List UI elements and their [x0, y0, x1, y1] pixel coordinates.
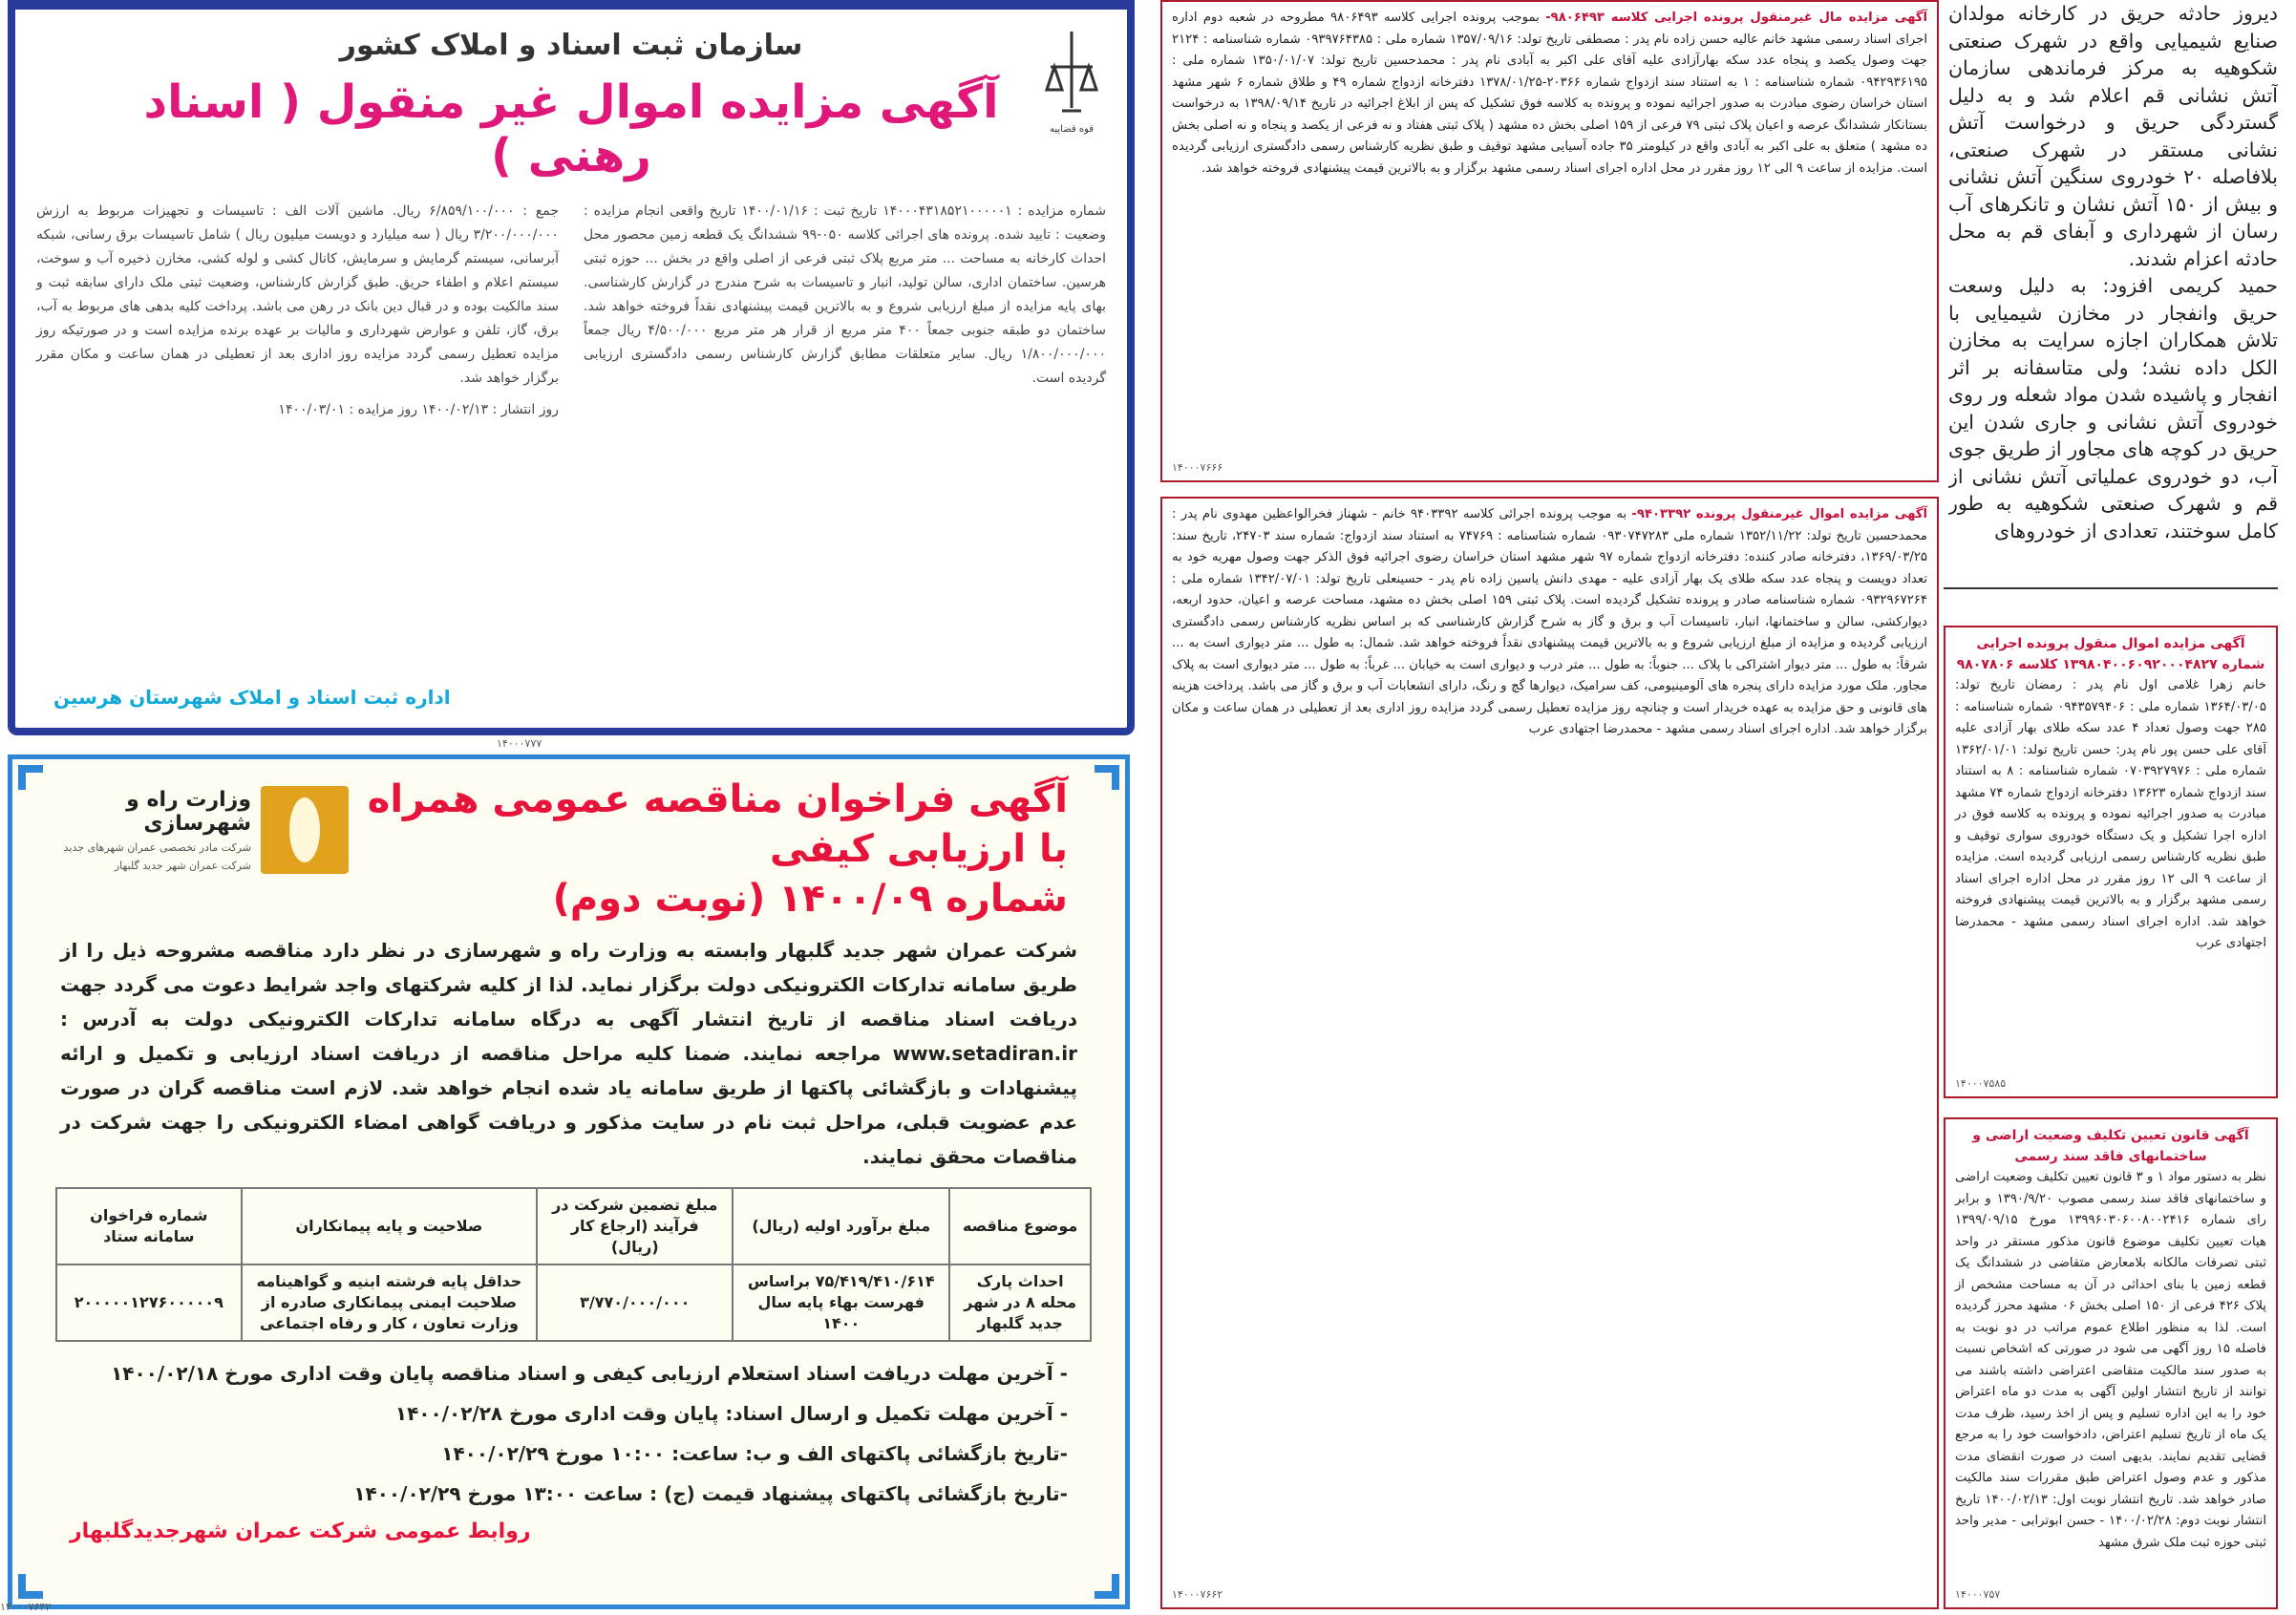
- deadline-list: [70, 1353, 1068, 1514]
- deadline-item: - آخرین مهلت تکمیل و ارسال اسناد: پایان وقت اداری مورخ ۱۴۰۰/۰۲/۲۸: [394, 1402, 1068, 1425]
- table-cell: ۲۰۰۰۰۰۱۲۷۶۰۰۰۰۰۹: [56, 1264, 242, 1341]
- ad-body: به موجب پرونده اجرائی کلاسه ۹۴۰۳۳۹۲ خانم - شهناز فخرالواعظین مهدوی نام پدر : محمدحسین تاریخ تولد: ۱۳۵۲/۱۱/۲۲ شماره ملی ۰۹۳۰۷۴۷۲۸۳ شماره شناسنامه : ۷۴۷۶۹ به استناد سند ازدواج: شماره سند ۲۴۷۰۳، تاریخ سند: ۱۳۶۹/۰۳/۲۵، دفترخانه صادر کننده: دفترخانه ازدواج شماره ۹۷ شهر مشهد استان خراسان رضوی اجرائیه فوق الذکر جهت وصول مهریه خود به تعداد دویست و پنجاه عدد سکه طلای یک بهار آزادی علیه - مهدی دانش یاسین زاده نام پدر - حسینعلی تاریخ تولد: ۱۳۴۲/۰۷/۰۱ شماره ملی : ۰۹۳۲۹۶۷۲۶۴ شماره شناسنامه صادر و پرونده تشکیل گردیده است. پلاک ثبتی ۱۵۹ اصلی بخش ده مشهد، مساحت عرصه و اعیان، حدود اربعه، دیوارکشی، سالن و ساختمانها، انبار، تاسیسات آب و برق و گاز به شرح گزارش کارشناسی که بر اساس نظریه کارشناس رسمی دادگستری ارزیابی گردیده و مزایده از مبلغ ارزیابی شروع و به بالاترین قیمت پیشنهادی نقداً فروخته خواهد شد. شمال: به طول ... متر دیواری است به ... شرقاً: به طول ... متر دیوار اشتراکی با پلاک ... جنوباً: به طول ... متر درب و دیواری است به خیابان ... غرباً: به طول ... متر دیواری است به پلاک مجاور. ملک مورد مزایده دارای پنجره های آلومینیومی، کف سرامیک، دیوارها گچ و رنگ، دارای انشعابات آب و برق و گاز می باشد. پرداخت هزینه های قانونی و حق مزایده به عهده خریدار است و چنانچه روز مزایده تعطیل رسمی گردد مزایده روز اداری بعد از تعطیلی در همان ساعت و مکان برگزار خواهد شد. اداره اجرای اسناد رسمی مشهد - محمدرضا اجتهادی عرب: [1172, 507, 1927, 736]
- table-header: موضوع مناقصه: [949, 1188, 1091, 1264]
- ad-heading: آگهی مزایده اموال منقول پرونده اجرایی: [1976, 636, 2245, 651]
- svg-text:قوه قضاییه: قوه قضاییه: [1049, 124, 1095, 135]
- tender-table: [55, 1187, 1092, 1342]
- land-status-ad: [1944, 1117, 2278, 1609]
- corner-ornament: [1095, 1574, 1119, 1599]
- news-paragraph: حمید کریمی افزود: به دلیل وسعت حریق وانفجار در مخازن شیمیایی با تلاش همکاران اجازه سرایت به مخازن الکل داده نشد؛ ولی متاسفانه بر اثر انفجار و پاشیده شدن مواد شعله ور روی خودروی آتش نشانی و جاری شدن این حریق در کوچه های مجاور از طریق جوی آب، دو خودروی عملیاتی آتش نشانی از قم و شهرک صنعتی شکوهیه به طور کامل سوختند، تعدادی از خودروهای: [1948, 274, 2278, 542]
- judiciary-emblem-icon: [1043, 27, 1100, 141]
- ad-body: خانم زهرا غلامی اول نام پدر : رمضان تاریخ تولد: ۱۳۶۴/۰۳/۰۵ شماره ملی : ۰۹۴۳۵۷۹۴۰۶ شماره شناسنامه : ۲۸۵ جهت وصول تعداد ۴ عدد سکه طلای بهار آزادی علیه آقای علی حسن پور نام پدر: حسن تاریخ تولد: ۱۳۶۲/۰۱/۰۱ شماره ملی : ۰۷۰۳۹۲۷۹۷۶ شماره شناسنامه : ۸ به استناد سند ازدواج شماره ۱۳۶۲۳ دفترخانه ازدواج شماره ۷۴ مشهد مبادرت به صدور اجرائیه نموده و پرونده به کلاسه فوق در اداره اجرا تشکیل و یک دستگاه خودروی سواری توقیف و طبق نظریه کارشناس رسمی ارزیابی گردیده است. مزایده از ساعت ۹ الی ۱۲ روز مقرر در محل اداره اجرای اسناد رسمی مشهد برگزار و به بالاترین قیمت پیشنهادی فروخته خواهد شد. اداره اجرای اسناد رسمی مشهد - محمدرضا اجتهادی عرب: [1955, 678, 2266, 950]
- ad-column-left: جمع : ۶/۸۵۹/۱۰۰/۰۰۰ ریال. ماشین آلات الف : تاسیسات و تجهیزات مربوط به ارزش ۳/۲۰۰/۰۰۰/۰۰۰ ریال ( سه میلیارد و دویست میلیون ریال ) شامل تاسیسات برق رسانی، شبکه آبرسانی، سیستم گرمایش و سرمایش، کانال کشی و لوله کشی، مخازن ذخیره آب و سوخت، سیستم اعلام و اطفاء حریق. طبق گزارش کارشناس، وضعیت ثبتی ملک دارای سابقه ثبت و سند مالکیت بوده و در قبال دین بانک در رهن می باشد. پرداخت کلیه بدهی های مربوط به آب، برق، گاز، تلفن و عوارض شهرداری و مالیات بر عهده برنده مزایده است و در صورتیکه روز مزایده تعطیل رسمی گردد مزایده روز اداری بعد از تعطیلی در همان ساعت و مکان مقرر برگزار خواهد شد.: [36, 203, 559, 386]
- divider: [1944, 587, 2278, 589]
- ad-code: ۱۴۰۰۰۷۶۶۲: [1172, 1588, 1223, 1601]
- tender-title: [356, 775, 1068, 924]
- ad-code: ۱۴۰۰۰۷۷۷: [497, 737, 542, 750]
- tender-title-line1: آگهی فراخوان مناقصه عمومی همراه با ارزیابی کیفی: [367, 777, 1068, 871]
- corner-ornament: [18, 765, 43, 790]
- table-header: مبلغ برآورد اولیه (ریال): [733, 1188, 949, 1264]
- ad-heading: آگهی مزایده مال غیرمنقول پرونده اجرایی کلاسه ۹۸۰۶۴۹۳-: [1545, 11, 1928, 25]
- table-row: [56, 1264, 1091, 1341]
- table-header: مبلغ تضمین شرکت در فرآیند (ارجاع کار (ریال): [537, 1188, 733, 1264]
- tender-signature: روابط عمومی شرکت عمران شهرجدیدگلبهار: [70, 1519, 531, 1543]
- company-name: شرکت عمران شهر جدید گلبهار: [114, 860, 251, 872]
- tender-body: شرکت عمران شهر جدید گلبهار وابسته به وزارت راه و شهرسازی در نظر دارد مناقصه مشروحه ذیل را از طریق سامانه تدارکات الکترونیکی دولت برگزار نماید. لذا از کلیه شرکتهای واجد شرایط دعوت می گردد جهت دریافت اسناد مناقصه از تاریخ انتشار آگهی به درگاه سامانه تدارکات الکترونیکی دولت به آدرس : www.setadiran.ir مراجعه نمایند. ضمنا کلیه مراحل مناقصه از دریافت اسناد ارزیابی و تکمیل و ارائه پیشنهادات و بازگشائی پاکتها از طریق سامانه یاد شده انجام خواهد شد. لازم است مناقصه گران در صورت عدم عضویت قبلی، مراحل ثبت نام در سایت مذکور و دریافت گواهی امضاء الکترونیکی را جهت شرکت در مناقصات محقق نمایند.: [60, 939, 1077, 1168]
- ad-code: ۱۴۰۰۰۷۶۴۲: [0, 1601, 52, 1613]
- auction-ad-right-1: [1944, 626, 2278, 1098]
- ad-heading: آگهی مزایده اموال غیرمنقول پرونده ۹۴۰۳۳۹۲-: [1631, 507, 1928, 521]
- table-header: صلاحیت و پایه پیمانکاران: [242, 1188, 538, 1264]
- mortgage-auction-ad: [8, 0, 1135, 735]
- deadline-item: -تاریخ بازگشائی پاکتهای پیشنهاد قیمت (ج) : ساعت ۱۳:۰۰ مورخ ۱۴۰۰/۰۲/۲۹: [353, 1482, 1068, 1505]
- table-cell: ۷۵/۴۱۹/۴۱۰/۶۱۴ براساس فهرست بهاء پایه سال ۱۴۰۰: [733, 1264, 949, 1341]
- ad-title: آگهی مزایده اموال غیر منقول ( اسناد رهنی ): [143, 75, 999, 182]
- tender-ad: [8, 754, 1130, 1609]
- table-cell: ۳/۷۷۰/۰۰۰/۰۰۰: [537, 1264, 733, 1341]
- tender-header: [51, 775, 1087, 924]
- ad-heading: آگهی قانون تعیین تکلیف وضعیت اراضی و ساختمانهای فاقد سند رسمی: [1972, 1128, 2249, 1164]
- tender-title-line2: شماره ۱۴۰۰/۰۹ (نوبت دوم): [552, 877, 1068, 921]
- news-paragraph: دیروز حادثه حریق در کارخانه مولدان صنایع شیمیایی واقع در شهرک صنعتی شکوهیه به مرکز فرماندهی سازمان آتش نشانی قم اعلام شد و به دلیل گستردگی حریق و درخواست آتش نشانی مستقر در شهرک صنعتی، بلافاصله ۲۰ خودروی سنگین آتش نشانی و بیش از ۱۵۰ آتش نشان و تانکرهای آب رسان از شهرداری و آبفای قم به محل حادثه اعزام شدند.: [1948, 2, 2278, 270]
- ad-column-right: شماره مزایده : ۱۴۰۰۰۴۳۱۸۵۲۱۰۰۰۰۰۱ تاریخ ثبت : ۱۴۰۰/۰۱/۱۶ تاریخ واقعی انجام مزایده : وضعیت : تایید شده. پرونده های اجرائی کلاسه ۰۵۰-۹۹ ششدانگ یک قطعه زمین محصور محل احداث کارخانه به مساحت ... متر مربع پلاک ثبتی فرعی از اصلی واقع در بخش ... حوزه ثبتی هرسین. ساختمان اداری، سالن تولید، انبار و تاسیسات به شرح مندرج در گزارش کارشناسی. بهای پایه مزایده از مبلغ ارزیابی شروع و به بالاترین قیمت پیشنهادی نقداً فروخته خواهد شد. ساختمان دو طبقه جنوبی جمعاً ۴۰۰ متر مربع از قرار هر متر مربع ۴/۵۰۰/۰۰۰ ریال جمعاً ۱/۸۰۰/۰۰۰/۰۰۰ ریال. سایر متعلقات مطابق گزارش کارشناس رسمی دادگستری ارزیابی گردیده است.: [584, 203, 1107, 386]
- ad-body: بموجب پرونده اجرایی کلاسه ۹۸۰۶۴۹۳ مطروحه در شعبه دوم اداره اجرای اسناد رسمی مشهد خانم عالیه حسن زاده نام پدر : مصطفی تاریخ تولد: ۱۳۵۷/۰۹/۱۶ شماره ملی : ۰۹۳۹۷۶۴۳۸۵ شماره شناسنامه : ۲۱۲۴ جهت وصول یکصد و پنجاه عدد سکه بهارآزادی علیه آقای علی اکبر به آبادی نام پدر : محمدحسین تاریخ تولد: ۱۳۵۰/۰۱/۰۷ شماره ملی : ۰۹۴۲۹۳۶۱۹۵ شماره شناسنامه : ۱ به استناد سند ازدواج شماره ۲۰۳۶۶-۱۳۷۸/۰۱/۲۵ دفترخانه ازدواج شماره ۴۹ و طلاق شماره ۶ شهر مشهد استان خراسان رضوی مبادرت به صدور اجرائیه نموده و پرونده به کلاسه فوق تشکیل که پس از ابلاغ اجرائیه در تاریخ ۱۳۹۸/۰۹/۱۴ به درخواست بستانکار ششدانگ عرصه و اعیان پلاک ثبتی ۷۹ فرعی از ۱۵۹ اصلی بخش ده مشهد ( پلاک ثبتی هفتاد و نه فرعی از یکصد و پنجاه و نه اصلی بخش ده مشهد ) متعلق به علی اکبر به آبادی واقع در کیلومتر ۳۵ جاده آسیایی مشهد توقیف و طبق نظریه کارشناس رسمی دادگستری ارزیابی گردیده است. مزایده از ساعت ۹ الی ۱۲ روز مقرر در محل اداره اجرای اسناد رسمی مشهد برگزار و به بالاترین قیمت پیشنهادی فروخته خواهد شد.: [1172, 11, 1928, 176]
- deadline-item: -تاریخ بازگشائی پاکتهای الف و ب: ساعت: ۱۰:۰۰ مورخ ۱۴۰۰/۰۲/۲۹: [441, 1442, 1068, 1465]
- ad-heading: شماره ۱۳۹۸۰۴۰۰۶۰۹۲۰۰۰۴۸۲۷ کلاسه ۹۸۰۷۸۰۶: [1956, 657, 2265, 672]
- publish-date: روز انتشار : ۱۴۰۰/۰۲/۱۳ روز مزایده : ۱۴۰۰/۰۳/۰۱: [278, 402, 559, 417]
- deadline-item: - آخرین مهلت دریافت اسناد استعلام ارزیابی کیفی و اسناد مناقصه پایان وقت اداری مورخ ۱۴۰۰/۰۲/۱۸: [111, 1362, 1068, 1385]
- ministry-block: [60, 788, 251, 872]
- auction-ad-middle-2: [1160, 497, 1939, 1609]
- table-cell: حداقل پایه فرشته ابنیه و گواهینامه صلاحیت ایمنی پیمانکاری صادره از وزارت تعاون ، کار و رفاه اجتماعی: [242, 1264, 538, 1341]
- corner-ornament: [18, 1574, 43, 1599]
- ad-code: ۱۴۰۰۰۷۵۷: [1955, 1588, 2001, 1601]
- organization-name: سازمان ثبت اسناد و املاک کشور: [339, 29, 803, 62]
- ministry-subtitle: شرکت مادر تخصصی عمران شهرهای جدید: [63, 841, 251, 854]
- table-cell: احداث پارک محله ۸ در شهر جدید گلبهار: [949, 1264, 1091, 1341]
- ad-body: نظر به دستور مواد ۱ و ۳ قانون تعیین تکلیف وضعیت اراضی و ساختمانهای فاقد سند رسمی مصوب ۱۳۹۰/۹/۲۰ و برابر رای شماره ۱۳۹۹۶۰۳۰۶۰۰۸۰۰۲۴۱۶ مورخ ۱۳۹۹/۰۹/۱۵ هیات تعیین تکلیف موضوع قانون مذکور مستقر در واحد ثبتی تصرفات مالکانه بلامعارض متقاضی در ششدانگ یک قطعه زمین با بنای احداثی در آن به مساحت مشخص از پلاک ۴۲۶ فرعی از ۱۵۰ اصلی بخش ۰۶ مشهد محرز گردیده است. لذا به منظور اطلاع عموم مراتب در دو نوبت به فاصله ۱۵ روز آگهی می شود در صورتی که اشخاص نسبت به صدور سند مالکیت متقاضی اعتراضی داشته باشند می توانند از تاریخ انتشار اولین آگهی به مدت دو ماه اعتراض خود را به این اداره تسلیم و پس از اخذ رسید، ظرف مدت یک ماه از تاریخ تسلیم اعتراض، دادخواست خود را به مرجع قضایی تقدیم نمایند. بدیهی است در صورت انقضای مدت مذکور و عدم وصول اعتراض طبق مقررات سند مالکیت صادر خواهد شد. تاریخ انتشار نوبت اول: ۱۴۰۰/۰۲/۱۳ تاریخ انتشار نوبت دوم: ۱۴۰۰/۰۲/۲۸ - حسن ابوترابی - مدیر واحد ثبتی حوزه ثبت ملک شرق مشهد: [1955, 1170, 2266, 1550]
- auction-ad-middle-1: [1160, 0, 1939, 482]
- ministry-name: وزارت راه و شهرسازی: [126, 788, 251, 836]
- corner-ornament: [1095, 765, 1119, 790]
- news-article: [1948, 0, 2278, 573]
- ministry-logo-icon: [261, 786, 349, 874]
- ad-code: ۱۴۰۰۰۷۶۶۶: [1172, 461, 1223, 474]
- ad-code: ۱۴۰۰۰۷۵۸۵: [1955, 1077, 2007, 1090]
- table-header: شماره فراخوان سامانه ستاد: [56, 1188, 242, 1264]
- ad-signature: اداره ثبت اسناد و املاک شهرستان هرسین: [53, 686, 451, 709]
